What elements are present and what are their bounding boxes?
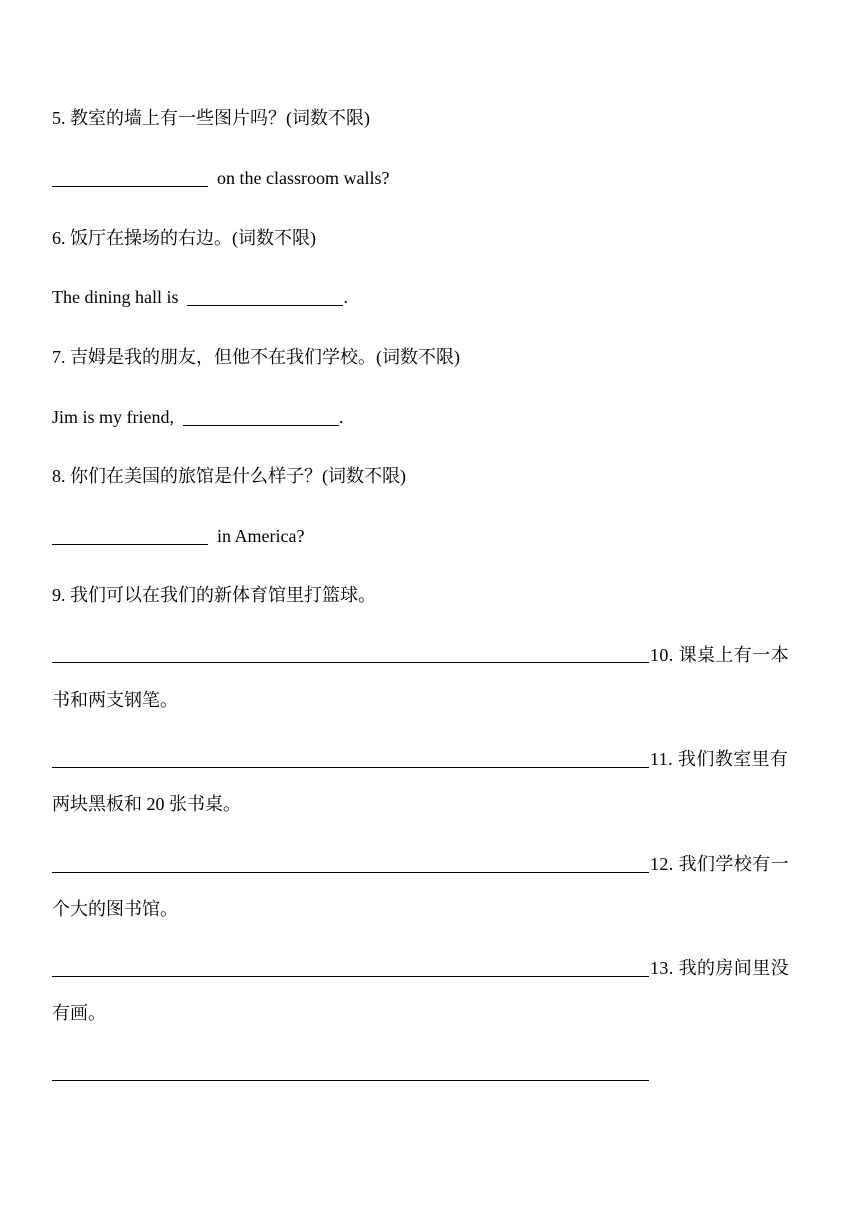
answer-line-long[interactable]: [52, 976, 649, 977]
answer-blank[interactable]: [183, 407, 339, 426]
answer-text-before: Jim is my friend,: [52, 407, 174, 427]
answer-line-long[interactable]: [52, 767, 649, 768]
answer-text-after: in America?: [217, 526, 305, 546]
answer-text-before: The dining hall is: [52, 287, 179, 307]
answer-line-long[interactable]: [52, 1080, 649, 1081]
answer-line-6: [52, 285, 348, 309]
answer-blank[interactable]: [52, 526, 208, 545]
answer-line-8: [52, 524, 304, 548]
question-10-wrap: 书和两支钢笔。: [52, 690, 178, 710]
answer-text-after: on the classroom walls?: [217, 168, 390, 188]
question-7: 7. 吉姆是我的朋友，但他不在我们学校。(词数不限): [52, 347, 460, 367]
question-11-start: 11. 我们教室里有: [650, 749, 789, 769]
question-10-start: 10. 课桌上有一本: [650, 645, 789, 665]
answer-blank[interactable]: [52, 168, 208, 187]
answer-text-after: .: [339, 407, 344, 427]
answer-line-5: [52, 166, 389, 190]
answer-line-long[interactable]: [52, 662, 649, 663]
question-12-start: 12. 我们学校有一: [650, 854, 789, 874]
question-9: 9. 我们可以在我们的新体育馆里打篮球。: [52, 585, 376, 605]
question-11-wrap: 两块黑板和 20 张书桌。: [52, 794, 241, 814]
answer-line-long[interactable]: [52, 872, 649, 873]
question-5: 5. 教室的墙上有一些图片吗？(词数不限): [52, 108, 370, 128]
answer-line-7: [52, 405, 344, 429]
question-12-wrap: 个大的图书馆。: [52, 899, 178, 919]
question-6: 6. 饭厅在操场的右边。(词数不限): [52, 228, 316, 248]
answer-text-after: .: [343, 287, 348, 307]
question-13-start: 13. 我的房间里没: [650, 958, 789, 978]
answer-blank[interactable]: [187, 287, 343, 306]
question-13-wrap: 有画。: [52, 1003, 106, 1023]
question-8: 8. 你们在美国的旅馆是什么样子？(词数不限): [52, 466, 406, 486]
